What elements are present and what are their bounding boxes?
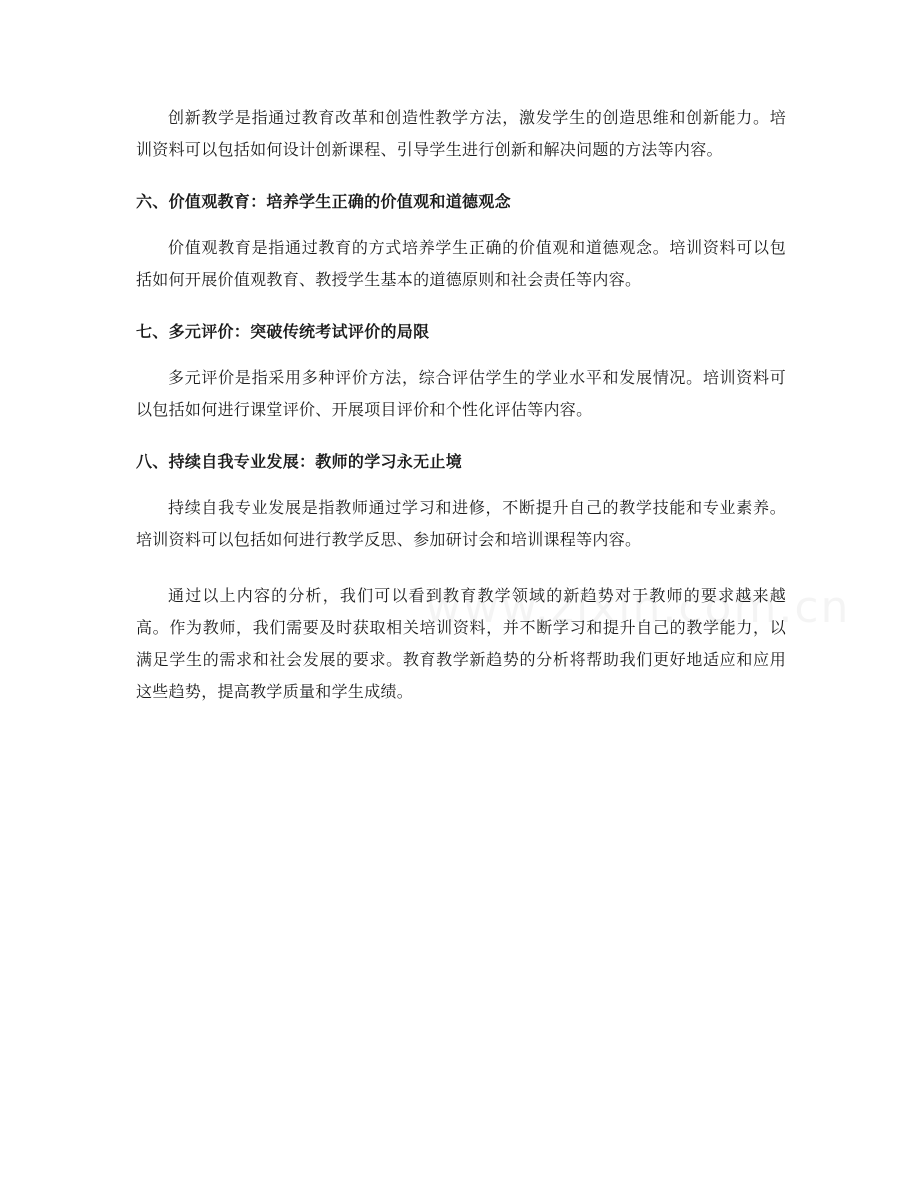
heading-section-7: 七、多元评价：突破传统考试评价的局限 (136, 322, 430, 341)
heading-section-6: 六、价值观教育：培养学生正确的价值观和道德观念 (136, 192, 511, 211)
paragraph-professional-development: 持续自我专业发展是指教师通过学习和进修，不断提升自己的教学技能和专业素养。培训资料可以包括如何进行教学反思、参加研讨会和培训课程等内容。 (136, 498, 786, 549)
paragraph-values-education: 价值观教育是指通过教育的方式培养学生正确的价值观和道德观念。培训资料可以包括如何开展价值观教育、教授学生基本的道德原则和社会责任等内容。 (136, 238, 786, 289)
heading-section-8: 八、持续自我专业发展：教师的学习永无止境 (136, 452, 463, 471)
paragraph-innovative-teaching: 创新教学是指通过教育改革和创造性教学方法，激发学生的创造思维和创新能力。培训资料可以包括如何设计创新课程、引导学生进行创新和解决问题的方法等内容。 (136, 108, 786, 159)
paragraph-diverse-evaluation: 多元评价是指采用多种评价方法，综合评估学生的学业水平和发展情况。培训资料可以包括如何进行课堂评价、开展项目评价和个性化评估等内容。 (136, 368, 786, 419)
document-body (136, 102, 786, 708)
paragraph-conclusion: 通过以上内容的分析，我们可以看到教育教学领域的新趋势对于教师的要求越来越高。作为教师，我们需要及时获取相关培训资料，并不断学习和提升自己的教学能力，以满足学生的需求和社会发展的要求。教育教学新趋势的分析将帮助我们更好地适应和应用这些趋势，提高教学质量和学生成绩。 (136, 586, 786, 701)
